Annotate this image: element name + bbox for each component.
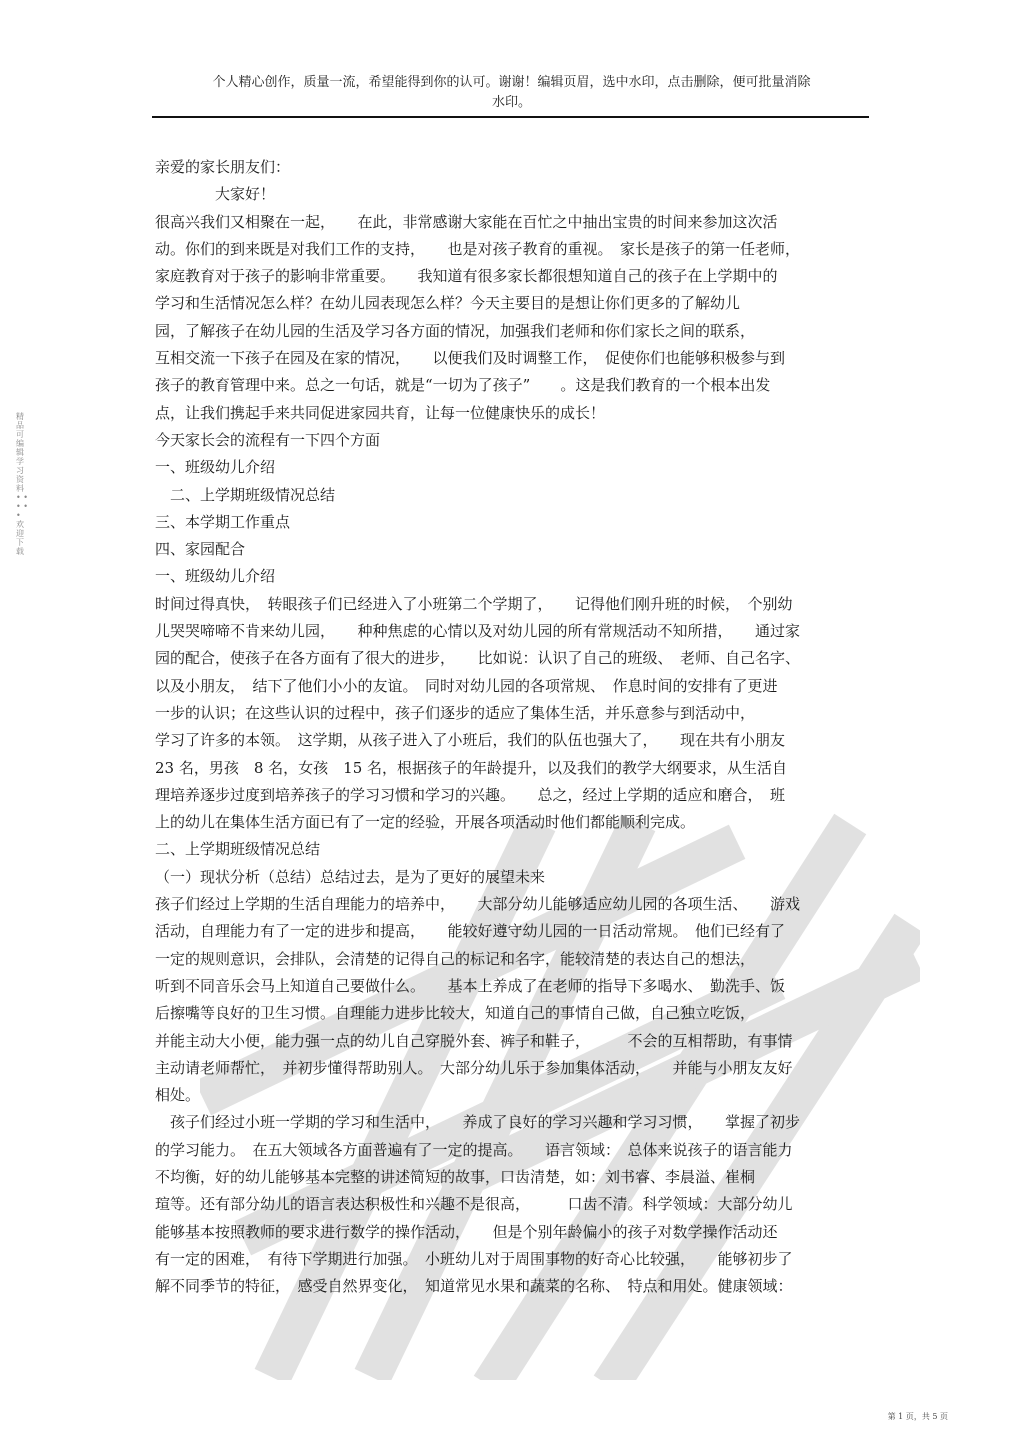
body-line: 一、班级幼儿介绍 [155, 458, 276, 477]
body-line: 活动，自理能力有了一定的进步和提高， 能较好遵守幼儿园的一日活动常规。 他们已经有了 [155, 922, 786, 941]
page-header [155, 73, 868, 113]
header-rule [152, 116, 869, 118]
body-line: 孩子的教育管理中来。总之一句话，就是“一切为了孩子” 。这是我们教育的一个根本出发 [155, 376, 771, 395]
body-line: 很高兴我们又相聚在一起， 在此，非常感谢大家能在百忙之中抽出宝贵的时间来参加这次活 [155, 212, 778, 231]
header-line-2: 水印。 [491, 95, 531, 110]
body-line: 互相交流一下孩子在园及在家的情况， 以便我们及时调整工作， 促使你们也能够积极参与到 [155, 349, 786, 368]
body-line: 的学习能力。 在五大领域各方面普遍有了一定的提高。 语言领域： 总体来说孩子的语言能力 [155, 1140, 793, 1159]
body-line: 主动请老师帮忙， 并初步懂得帮助别人。 大部分幼儿乐于参加集体活动， 并能与小朋友友好 [155, 1058, 793, 1077]
body-line: 理培养逐步过度到培养孩子的学习习惯和学习的兴趣。 总之，经过上学期的适应和磨合， 班 [155, 785, 786, 804]
body-line: 学习了许多的本领。 这学期，从孩子进入了小班后，我们的队伍也强大了， 现在共有小朋友 [155, 731, 786, 750]
body-line: 儿哭哭啼啼不肯来幼儿园， 种种焦虑的心情以及对幼儿园的所有常规活动不知所措， 通过家 [155, 622, 801, 641]
body-line: 相处。 [155, 1086, 201, 1105]
body-line: 点，让我们携起手来共同促进家园共育，让每一位健康快乐的成长！ [155, 403, 606, 422]
body-line: 二、上学期班级情况总结 [155, 485, 336, 504]
body-line: 并能主动大小便，能力强一点的幼儿自己穿脱外套、裤子和鞋子， 不会的互相帮助，有事情 [155, 1031, 793, 1050]
body-line: 亲爱的家长朋友们： [155, 158, 291, 176]
body-line: 一、班级幼儿介绍 [155, 567, 276, 586]
body-line: 23 名，男孩 8 名，女孩 15 名，根据孩子的年龄提升，以及我们的教学大纲要求，从生活自 [155, 758, 788, 777]
letter-body [155, 154, 868, 1300]
body-line: 能够基本按照教师的要求进行数学的操作活动， 但是个别年龄偏小的孩子对数学操作活动还 [155, 1222, 778, 1241]
body-line: 家庭教育对于孩子的影响非常重要。 我知道有很多家长都很想知道自己的孩子在上学期中的 [155, 267, 778, 286]
body-line: 孩子们经过小班一学期的学习和生活中， 养成了良好的学习兴趣和学习习惯， 掌握了初步 [155, 1113, 801, 1132]
body-line: （一）现状分析（总结）总结过去，是为了更好的展望未来 [155, 867, 546, 886]
body-line: 瑄等。还有部分幼儿的语言表达积极性和兴趣不是很高， 口齿不清。科学领域：大部分幼儿 [155, 1195, 793, 1214]
body-line: 有一定的困难， 有待下学期进行加强。 小班幼儿对于周围事物的好奇心比较强， 能够初步了 [155, 1249, 793, 1268]
body-line: 二、上学期班级情况总结 [155, 840, 321, 859]
body-line: 一定的规则意识，会排队，会清楚的记得自己的标记和名字，能较清楚的表达自己的想法， [155, 949, 756, 968]
body-line: 一步的认识；在这些认识的过程中，孩子们逐步的适应了集体生活，并乐意参与到活动中， [155, 703, 756, 722]
body-line: 孩子们经过上学期的生活自理能力的培养中， 大部分幼儿能够适应幼儿园的各项生活、 游戏 [155, 895, 801, 914]
body-line: 大家好！ [155, 185, 276, 204]
body-line: 时间过得真快， 转眼孩子们已经进入了小班第二个学期了， 记得他们刚升班的时候， 个别幼 [155, 594, 793, 613]
side-note: 精品可编辑学习资料 • • • • • 欢迎下载 [16, 412, 28, 556]
body-line: 以及小朋友， 结下了他们小小的友谊。 同时对幼儿园的各项常规、 作息时间的安排有了更进 [155, 676, 778, 695]
body-line: 学习和生活情况怎么样？在幼儿园表现怎么样？今天主要目的是想让你们更多的了解幼儿 [155, 294, 741, 313]
body-line: 上的幼儿在集体生活方面已有了一定的经验，开展各项活动时他们都能顺利完成。 [155, 813, 696, 832]
body-line: 今天家长会的流程有一下四个方面 [155, 430, 381, 449]
body-line: 三、本学期工作重点 [155, 512, 291, 531]
header-line-1: 个人精心创作，质量一流，希望能得到你的认可。谢谢！编辑页眉，选中水印，点击删除，便可批量消除 [212, 75, 811, 90]
body-line: 四、家园配合 [155, 540, 246, 559]
body-line: 动。你们的到来既是对我们工作的支持， 也是对孩子教育的重视。 家长是孩子的第一任老师， [155, 239, 801, 258]
body-line: 不均衡，好的幼儿能够基本完整的讲述简短的故事，口齿清楚，如：刘书睿、李晨溢、崔桐 [155, 1167, 756, 1186]
body-line: 后擦嘴等良好的卫生习惯。自理能力进步比较大，知道自己的事情自己做，自己独立吃饭， [155, 1004, 756, 1023]
page-footer: 第 1 页，共 5 页 [887, 1412, 948, 1421]
body-line: 园，了解孩子在幼儿园的生活及学习各方面的情况，加强我们老师和你们家长之间的联系， [155, 321, 756, 340]
body-line: 听到不同音乐会马上知道自己要做什么。 基本上养成了在老师的指导下多喝水、 勤洗手、饭 [155, 976, 786, 995]
body-line: 解不同季节的特征， 感受自然界变化， 知道常见水果和蔬菜的名称、 特点和用处。健康领域： [155, 1277, 793, 1296]
body-line: 园的配合，使孩子在各方面有了很大的进步， 比如说：认识了自己的班级、 老师、自己名字、 [155, 649, 801, 668]
